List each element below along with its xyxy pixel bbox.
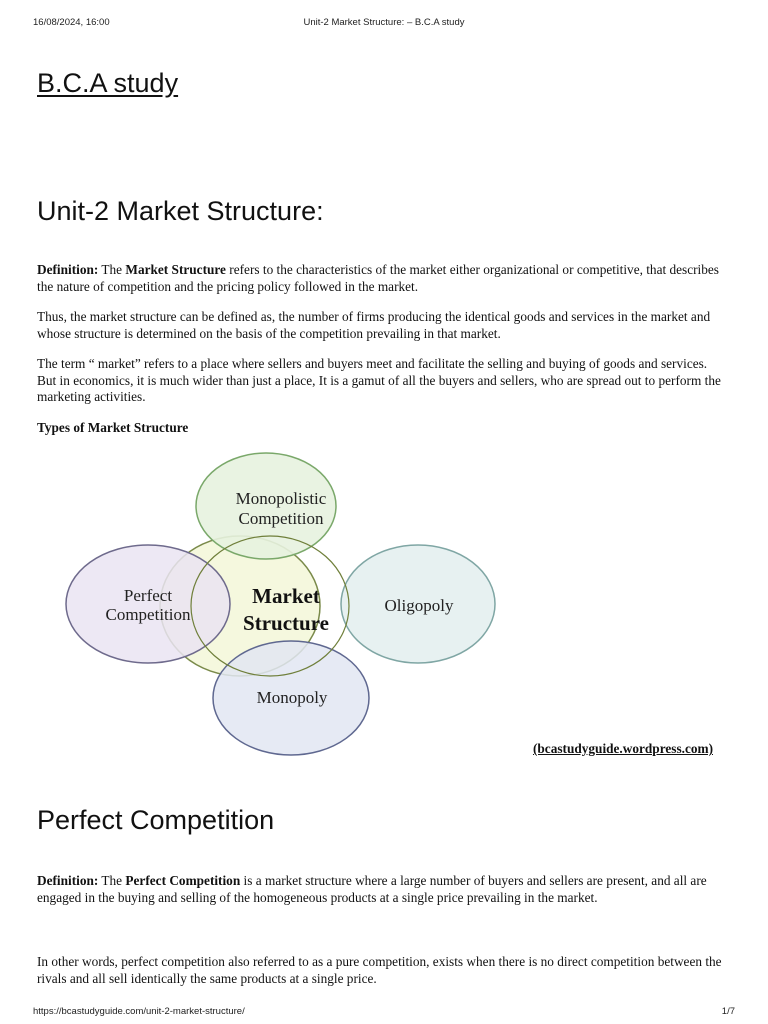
perfect-label-line2: Competition [105,605,191,624]
types-heading: Types of Market Structure [37,420,189,435]
source-link[interactable]: (bcastudyguide.wordpress.com) [532,741,713,756]
perfect-definition-text: is a market structure where a large number of buyers and sellers are present, and all are engaged in the buying and selling of the homogeneous products at a single price prevailing in the market. [37,873,707,905]
perfect-label-line1: Perfect [123,586,173,605]
print-url: https://bcastudyguide.com/unit-2-market-structure/ [33,1006,245,1017]
market-structure-diagram [60,446,510,761]
print-page-number: 1/7 [721,1006,735,1017]
definition-label: Definition: [37,262,99,277]
perfect-definition-paragraph [37,873,729,906]
center-label-line1: Market [252,584,320,608]
perfect-definition-pre: The [98,873,126,888]
print-page-title: Unit-2 Market Structure: – B.C.A study [303,17,465,28]
perfect-definition-label: Definition: [37,873,99,888]
monopolistic-label-line1: Monopolistic [235,489,327,508]
definition-text: refers to the characteristics of the market either organizational or competitive, that describes the nature of competition and the pricing policy followed in the market. [37,262,719,294]
center-label-line2: Structure [243,611,329,635]
monopolistic-label-line2: Competition [238,509,324,528]
oligopoly-label: Oligopoly [384,596,454,615]
market-structure-paragraph: Thus, the market structure can be defined as, the number of firms producing the identical goods and services in the market and whose structure is determined on the basis of the competition prevailing in that market. [37,309,711,341]
definition-pre: The [98,262,126,277]
definition-term: Market Structure [125,262,226,277]
perfect-other-words-paragraph: In other words, perfect competition also referred to as a pure competition, exists when there is no direct competition between the rivals and all sell identically the same products at a single price. [37,954,722,986]
perfect-definition-term: Perfect Competition [125,873,241,888]
definition-paragraph [37,262,729,295]
section-heading-perfect-competition: Perfect Competition [37,805,275,835]
site-title-link[interactable]: B.C.A study [37,68,179,98]
page-heading: Unit-2 Market Structure: [37,196,324,226]
print-datetime: 16/08/2024, 16:00 [33,17,110,28]
market-term-paragraph: The term “ market” refers to a place where sellers and buyers meet and facilitate the selling and buying of goods and services. But in economics, it is much wider than just a place, It is a gamut of all the buyers and sellers, who are spread out to perform the marketing activities. [37,356,721,404]
monopoly-label: Monopoly [256,688,328,707]
